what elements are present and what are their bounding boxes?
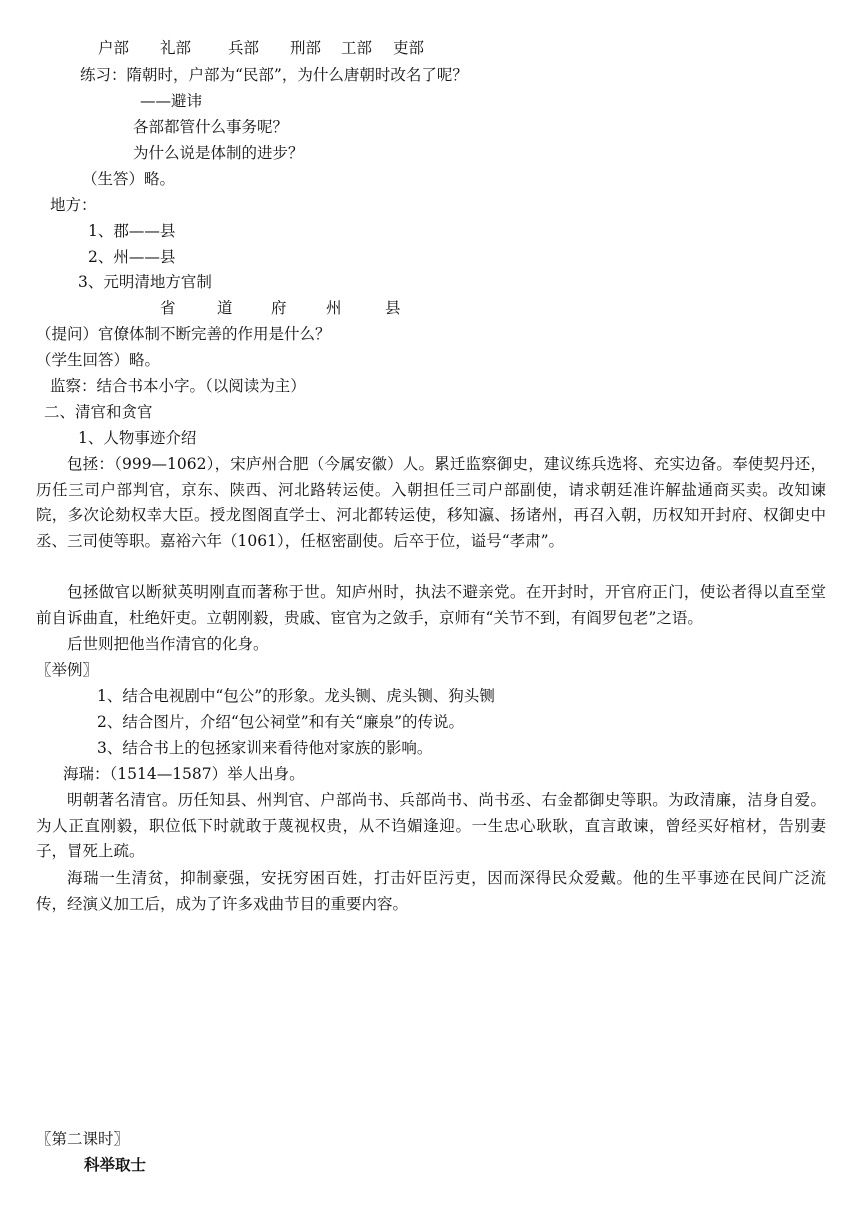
example-item-2: 2、结合图片，介绍“包公祠堂”和有关“廉泉”的传说。 <box>97 713 465 731</box>
example-item-3: 3、结合书上的包拯家训来看待他对家族的影响。 <box>97 739 433 757</box>
section-heading: 二、清官和贪官 <box>44 403 153 421</box>
student-answer: （学生回答）略。 <box>36 351 161 369</box>
ask-question: （提问）官僚体制不断完善的作用是什么？ <box>36 325 331 343</box>
local-ranks <box>160 298 401 318</box>
ministry-bing: 兵部 <box>228 39 260 57</box>
rank-dao: 道 <box>217 299 233 317</box>
ministry-hu: 户部 <box>98 39 130 57</box>
baozheng-paragraph-1: 包拯：（999—1062），宋庐州合肥（今属安徽）人。累迁监察御史，建议练兵选将、充实边备。奉使契丹还，历任三司户部判官，京东、陕西、河北路转运使。入朝担任三司户部副使，请求朝廷准许解盐通商买卖。改知谏院，多次论劾权幸大臣。授龙图阁直学士、河北都转运使，移知瀛、扬诸州，再召入朝，历权知开封府、权御史中丞、三司使等职。嘉裕六年（1061），任枢密副使。后卒于位，谥号“孝肃”。 <box>36 455 826 550</box>
rank-sheng: 省 <box>160 299 176 317</box>
exercise-q2: 各部都管什么事务呢？ <box>133 118 289 136</box>
hairui-intro: 海瑞：（1514—1587）举人出身。 <box>63 765 305 783</box>
ministry-libu: 吏部 <box>393 39 425 57</box>
exercise-reply: （生答）略。 <box>82 170 176 188</box>
local-item-1: 1、郡——县 <box>88 222 176 240</box>
baozheng-paragraph-3: 后世则把他当作清官的化身。 <box>67 635 269 653</box>
local-item-3: 3、元明清地方官制 <box>78 273 212 291</box>
lesson-two-title: 科举取士 <box>84 1155 147 1174</box>
ministry-gong: 工部 <box>341 39 373 57</box>
exercise-answer: ——避讳 <box>140 92 203 110</box>
example-item-1: 1、结合电视剧中“包公”的形象。龙头铡、虎头铡、狗头铡 <box>97 687 495 705</box>
example-heading: 〖举例〗 <box>36 661 99 679</box>
baozheng-paragraph-2: 包拯做官以断狱英明刚直而著称于世。知庐州时，执法不避亲党。在开封时，开官府正门，使讼者得以直至堂前自诉曲直，杜绝奸吏。立朝刚毅，贵戚、宦官为之敛手，京师有“关节不到，有阎罗包老”之语。 <box>36 583 826 627</box>
local-item-2: 2、州——县 <box>88 248 176 266</box>
ministry-xing: 刑部 <box>290 39 322 57</box>
lesson-two-label: 〖第二课时〗 <box>36 1130 130 1148</box>
hairui-paragraph-2: 海瑞一生清贫，抑制豪强，安抚穷困百姓，打击奸臣污吏，因而深得民众爱戴。他的生平事迹在民间广泛流传，经演义加工后，成为了许多戏曲节目的重要内容。 <box>36 869 826 913</box>
rank-zhou: 州 <box>326 299 342 317</box>
exercise-question: 练习：隋朝时，户部为“民部”，为什么唐朝时改名了呢？ <box>80 66 468 84</box>
exercise-q3: 为什么说是体制的进步？ <box>133 144 304 162</box>
rank-fu: 府 <box>271 299 287 317</box>
ministry-li: 礼部 <box>160 39 192 57</box>
subsection-heading: 1、人物事迹介绍 <box>78 429 197 447</box>
rank-xian: 县 <box>385 299 401 317</box>
local-heading: 地方： <box>50 196 97 214</box>
ministries-row <box>98 38 425 58</box>
hairui-paragraph-1: 明朝著名清官。历任知县、州判官、户部尚书、兵部尚书、尚书丞、右金都御史等职。为政清廉，洁身自爱。为人正直刚毅，职位低下时就敢于蔑视权贵，从不诌媚逢迎。一生忠心耿耿，直言敢谏，曾经买好棺材，告别妻子，冒死上疏。 <box>36 791 826 860</box>
supervision-line: 监察：结合书本小字。（以阅读为主） <box>50 377 306 395</box>
